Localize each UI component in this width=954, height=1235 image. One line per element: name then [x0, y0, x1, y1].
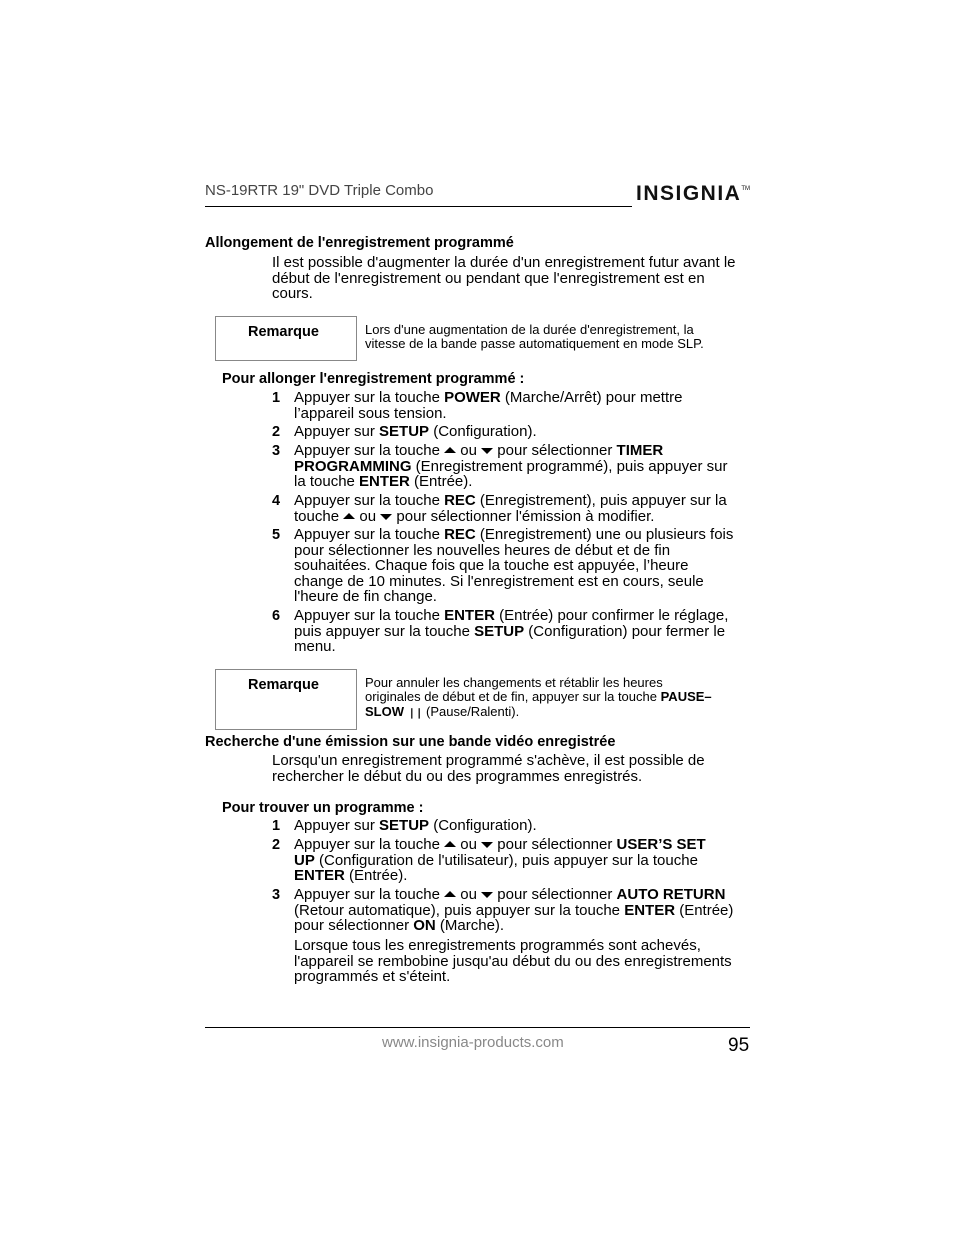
step-number: 2 — [272, 424, 281, 440]
text-line — [294, 558, 746, 574]
note-line: Lors d'une augmentation de la durée d'enregistrement, la — [365, 322, 694, 337]
text-line — [294, 527, 746, 543]
text-run: Pour annuler les changements et rétablir les heures — [365, 675, 663, 690]
paragraph-line: Lorsque tous les enregistrements programmés sont achevés, — [294, 937, 701, 954]
text-line — [294, 918, 746, 934]
note-label: Remarque — [248, 324, 319, 340]
step-text — [294, 443, 746, 490]
key-name: SETUP — [474, 622, 525, 640]
text-run: (Enregistrement) une ou plusieurs fois — [475, 526, 734, 543]
text-run: pour sélectionner — [493, 442, 617, 459]
step-text — [294, 390, 746, 421]
section-paragraph — [272, 255, 736, 302]
step-text — [294, 424, 746, 440]
arrow-down-icon — [481, 892, 493, 898]
text-run: Appuyer sur la touche — [294, 389, 445, 406]
key-name: ENTER — [359, 473, 410, 491]
key-name: ON — [413, 917, 436, 935]
text-run: ou — [355, 507, 381, 525]
text-line — [294, 818, 746, 834]
text-line — [294, 868, 746, 884]
text-run: (Retour automatique), puis appuyer sur la touche — [294, 901, 625, 919]
text-line — [294, 443, 746, 459]
text-run: l’appareil sous tension. — [294, 404, 447, 422]
step-text — [294, 493, 746, 524]
arrow-up-icon — [343, 513, 355, 519]
text-line — [294, 853, 746, 869]
text-run: puis appuyer sur la touche — [294, 622, 475, 640]
procedure-heading: Pour trouver un programme : — [222, 800, 424, 816]
closing-paragraph — [294, 938, 732, 985]
text-run: pour sélectionner — [294, 917, 414, 935]
text-line — [294, 574, 746, 590]
text-run: (Entrée). — [409, 473, 473, 491]
step-text — [294, 818, 746, 834]
arrow-down-icon — [380, 514, 392, 520]
step-text — [294, 608, 746, 655]
text-run: pour sélectionner — [493, 886, 617, 903]
text-run: (Entrée) — [675, 901, 734, 919]
text-run: pour sélectionner les nouvelles heures de début et de fin — [294, 541, 671, 559]
text-run: (Entrée) pour confirmer le réglage, — [494, 607, 729, 624]
step-text — [294, 837, 746, 884]
text-line — [294, 608, 746, 624]
text-run: (Configuration). — [429, 423, 537, 440]
text-run: (Enregistrement), puis appuyer sur la — [475, 492, 727, 509]
text-line — [294, 424, 746, 440]
text-run: Appuyer sur la touche — [294, 607, 445, 624]
text-run: Appuyer sur — [294, 423, 380, 440]
text-line — [294, 509, 746, 525]
text-run: Appuyer sur la touche — [294, 442, 445, 459]
arrow-down-icon — [481, 842, 493, 848]
text-line — [294, 493, 746, 509]
note-text — [365, 676, 712, 721]
note-line: vitesse de la bande passe automatiquement en mode SLP. — [365, 336, 704, 352]
step-number: 3 — [272, 887, 281, 903]
step-number: 3 — [272, 443, 281, 459]
paragraph-line: cours. — [272, 285, 313, 303]
key-name: SETUP — [379, 423, 430, 440]
page-number: 95 — [728, 1035, 750, 1056]
paragraph-line: rechercher le début du ou des programmes enregistrés. — [272, 767, 643, 785]
step-number: 4 — [272, 493, 281, 509]
key-name: ENTER — [444, 607, 495, 624]
text-run: (Configuration) pour fermer le — [524, 622, 726, 640]
text-line — [294, 639, 746, 655]
note-label-box — [215, 669, 357, 730]
text-run: Appuyer sur la touche — [294, 886, 445, 903]
text-run: Appuyer sur la touche — [294, 492, 445, 509]
key-name: SLOW — [365, 703, 404, 719]
key-name: ENTER — [624, 901, 676, 919]
key-name: POWER — [444, 389, 501, 406]
key-name: SETUP — [379, 817, 430, 834]
step-number: 2 — [272, 837, 281, 853]
key-name: USER’S SET — [616, 836, 706, 853]
paragraph-line: début de l'enregistrement ou pendant que l'enregistrement est en — [272, 269, 705, 287]
brand-logo — [636, 182, 750, 206]
text-run: touche — [294, 507, 344, 525]
key-name: REC — [444, 492, 476, 509]
note-label-box — [215, 316, 357, 361]
text-line — [365, 676, 712, 690]
step-number: 1 — [272, 390, 281, 406]
text-line — [294, 406, 746, 422]
logo-trademark: TM — [741, 186, 751, 192]
arrow-up-icon — [444, 841, 456, 847]
logo-text: INSIGNIA — [636, 182, 742, 205]
procedure-heading: Pour allonger l'enregistrement programmé : — [222, 371, 525, 387]
note-label: Remarque — [248, 677, 319, 693]
text-run: (Pause/Ralenti). — [422, 703, 520, 719]
text-line — [365, 705, 712, 721]
text-run: change de 10 minutes. Si l'enregistrement est en cours, seule — [294, 572, 704, 590]
text-run: Appuyer sur la touche — [294, 836, 445, 853]
text-line — [294, 390, 746, 406]
text-run: l'heure de fin change. — [294, 588, 437, 606]
arrow-up-icon — [444, 891, 456, 897]
step-text — [294, 527, 746, 605]
text-run: la touche — [294, 473, 360, 491]
step-text — [294, 887, 746, 934]
text-run: ou — [456, 836, 482, 853]
paragraph-line: programmés et s'éteint. — [294, 968, 451, 986]
text-run: menu. — [294, 638, 336, 656]
key-name: PAUSE– — [660, 689, 712, 705]
key-name: UP — [294, 851, 315, 869]
text-line — [294, 837, 746, 853]
text-run: ou — [456, 442, 482, 459]
text-run: pour sélectionner l'émission à modifier. — [392, 507, 655, 525]
key-name: TIMER — [616, 442, 664, 459]
key-name: AUTO RETURN — [616, 886, 726, 903]
text-run: souhaitées. Chaque fois que la touche est appuyée, l’heure — [294, 557, 689, 575]
footer-url: www.insignia-products.com — [382, 1034, 564, 1051]
step-number: 1 — [272, 818, 281, 834]
arrow-down-icon — [481, 448, 493, 454]
paragraph-line: Lorsqu'un enregistrement programmé s'achève, il est possible de — [272, 752, 705, 769]
text-line — [365, 690, 712, 704]
text-run: ou — [456, 886, 482, 903]
text-line — [294, 903, 746, 919]
text-run: (Enregistrement programmé), puis appuyer sur — [411, 457, 728, 475]
text-line — [294, 459, 746, 475]
text-line — [294, 589, 746, 605]
paragraph-line: l'appareil se rembobine jusqu'au début du ou des enregistrements — [294, 952, 732, 970]
text-run: Appuyer sur la touche — [294, 526, 445, 543]
header-rule — [205, 206, 632, 207]
text-run: originales de début et de fin, appuyer sur la touche — [365, 689, 661, 705]
text-run: (Marche). — [435, 917, 505, 935]
arrow-up-icon — [444, 447, 456, 453]
section-heading: Recherche d'une émission sur une bande vidéo enregistrée — [205, 734, 616, 750]
page-header-title: NS-19RTR 19" DVD Triple Combo — [205, 182, 434, 199]
text-line — [294, 474, 746, 490]
text-run: (Configuration). — [429, 817, 537, 834]
text-run: (Entrée). — [344, 867, 408, 885]
key-name: REC — [444, 526, 476, 543]
key-name: PROGRAMMING — [294, 457, 412, 475]
section-heading: Allongement de l'enregistrement programmé — [205, 235, 514, 251]
pause-icon: ❘❘ — [407, 707, 423, 719]
text-line — [294, 887, 746, 903]
text-line — [294, 543, 746, 559]
note-text — [365, 323, 704, 352]
text-run: Appuyer sur — [294, 817, 380, 834]
text-run: (Configuration de l'utilisateur), puis appuyer sur la touche — [314, 851, 698, 869]
text-run: pour sélectionner — [493, 836, 617, 853]
step-number: 6 — [272, 608, 281, 624]
section-paragraph — [272, 753, 705, 784]
text-line — [294, 624, 746, 640]
text-run: (Marche/Arrêt) pour mettre — [500, 389, 683, 406]
step-number: 5 — [272, 527, 281, 543]
key-name: ENTER — [294, 867, 345, 885]
paragraph-line: Il est possible d'augmenter la durée d'un enregistrement futur avant le — [272, 254, 736, 271]
footer-rule — [205, 1027, 750, 1028]
